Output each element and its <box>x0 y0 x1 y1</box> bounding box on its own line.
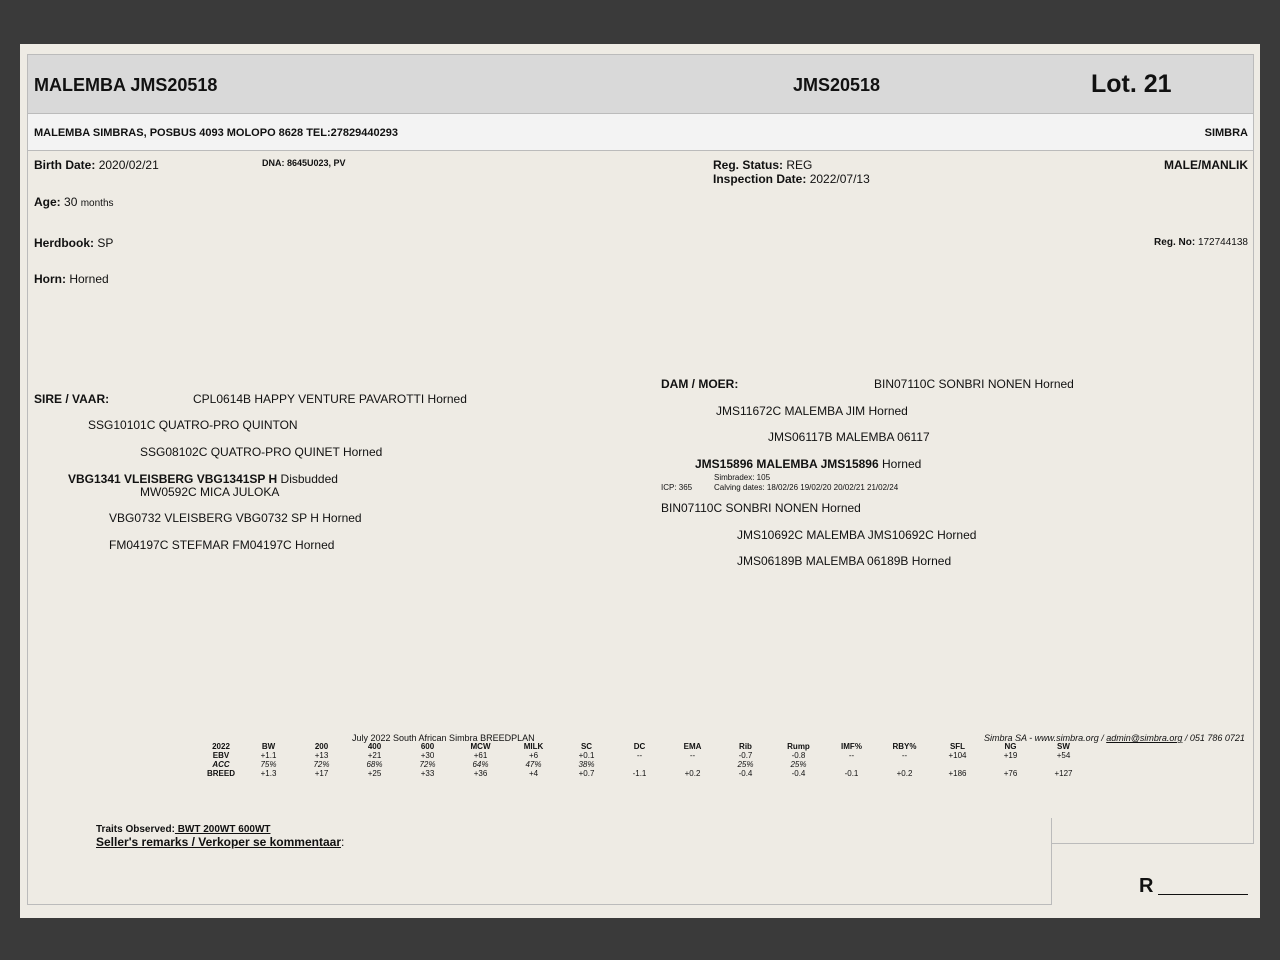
animal-name: MALEMBA JMS20518 <box>34 75 218 95</box>
ebv-cell: +1.1 <box>260 751 277 760</box>
horn <box>34 272 109 286</box>
ebv-cell: +0.2 <box>684 769 701 778</box>
ebv-row-label: EBV <box>212 751 230 760</box>
age-value: 30 <box>64 195 78 209</box>
remarks-colon: : <box>341 835 345 849</box>
sire-name: CPL0614B HAPPY VENTURE PAVAROTTI Horned <box>193 392 467 406</box>
frame-right <box>1253 151 1254 844</box>
sire-dam-dam-sire: VBG0732 VLEISBERG VBG0732 SP H Horned <box>109 511 362 525</box>
ebv-cell: -0.4 <box>738 769 753 778</box>
ebv-cell: +54 <box>1056 751 1071 760</box>
dam-dam-dam: JMS06189B MALEMBA 06189B Horned <box>737 554 952 568</box>
ebv-column-header: NG <box>1004 742 1017 751</box>
ebv-header-row <box>200 742 1090 751</box>
dna-info: DNA: 8645U023, PV <box>262 158 346 168</box>
ebv-column-header: BW <box>261 742 276 751</box>
ebv-cell: -- <box>636 751 643 760</box>
ebv-cell: -- <box>901 751 908 760</box>
ebv-cell: +25 <box>367 769 382 778</box>
ebv-cell: +186 <box>948 769 967 778</box>
breed-name: SIMBRA <box>1204 127 1248 139</box>
ebv-cell: +19 <box>1003 751 1018 760</box>
ebv-column-header: MCW <box>470 742 491 751</box>
frame-left <box>27 151 28 905</box>
ebv-cell: +104 <box>948 751 967 760</box>
dam-main-horn: Horned <box>878 457 922 471</box>
ebv-column-header: MILK <box>523 742 544 751</box>
birth-date-label: Birth Date: <box>34 158 96 172</box>
ebv-cell <box>825 760 878 769</box>
ebv-column-header: IMF% <box>841 742 862 751</box>
birth-date <box>34 158 159 172</box>
lot-number: Lot. 21 <box>1091 70 1172 98</box>
dam-dam-sire: JMS10692C MALEMBA JMS10692C Horned <box>737 528 977 542</box>
ebv-column-header: DC <box>633 742 646 751</box>
sire-dam-name: VBG1341 VLEISBERG VBG1341SP H <box>68 472 278 486</box>
ebv-cell: -0.1 <box>844 769 859 778</box>
ebv-column-header: SFL <box>949 742 966 751</box>
simbradex: Simbradex: 105 <box>714 473 771 482</box>
reg-status <box>713 158 812 172</box>
sire-dam-horn: Disbudded <box>277 472 338 486</box>
ebv-cell <box>984 760 1037 769</box>
dam-label: DAM / MOER: <box>661 377 739 391</box>
ebv-column-header: SC <box>580 742 593 751</box>
ebv-column-header: SW <box>1057 742 1070 751</box>
dam-sire: JMS11672C MALEMBA JIM Horned <box>716 404 908 418</box>
ebv-contact-phone: / 051 786 0721 <box>1182 733 1245 743</box>
ebv-row-label: ACC <box>212 760 230 769</box>
ebv-cell: 72% <box>419 760 436 769</box>
ebv-cell: +0.7 <box>578 769 595 778</box>
ebv-row <box>200 751 1090 760</box>
ebv-cell: +0.1 <box>578 751 595 760</box>
ebv-column-header: 400 <box>367 742 382 751</box>
ebv-cell: -0.8 <box>791 751 806 760</box>
ebv-year: 2022 <box>212 742 230 751</box>
sex: MALE/MANLIK <box>1164 158 1248 172</box>
ebv-cell: -0.7 <box>738 751 753 760</box>
ebv-contact-site: Simbra SA - www.simbra.org / <box>984 733 1107 743</box>
ebv-cell: +30 <box>420 751 435 760</box>
sire-dam <box>68 472 338 486</box>
traits-label: Traits Observed: <box>96 824 175 835</box>
animal-id: JMS20518 <box>793 75 881 95</box>
reg-status-value: REG <box>786 158 813 172</box>
ebv-row <box>200 760 1090 769</box>
inspection-date <box>713 172 870 186</box>
ebv-cell: +33 <box>420 769 435 778</box>
ebv-cell: +0.2 <box>896 769 913 778</box>
ebv-cell: 47% <box>525 760 542 769</box>
ebv-cell: +1.3 <box>260 769 277 778</box>
ebv-column-header: 600 <box>420 742 435 751</box>
ebv-cell: +127 <box>1054 769 1073 778</box>
ebv-column-header: 200 <box>314 742 329 751</box>
seller-remarks <box>96 835 344 849</box>
ebv-cell <box>1037 760 1090 769</box>
dam-name: BIN07110C SONBRI NONEN Horned <box>874 377 1074 391</box>
inspection-label: Inspection Date: <box>713 172 807 186</box>
ebv-cell: 72% <box>313 760 330 769</box>
ebv-cell: +6 <box>528 751 539 760</box>
horn-value: Horned <box>69 272 109 286</box>
ebv-cell: 25% <box>737 760 754 769</box>
price-label: R <box>1139 875 1154 897</box>
ebv-cell <box>613 760 666 769</box>
ebv-cell <box>666 760 719 769</box>
icp: ICP: 365 <box>661 483 693 492</box>
ebv-row <box>200 769 1090 778</box>
ebv-cell <box>878 760 931 769</box>
reg-no-value: 172744138 <box>1197 237 1248 248</box>
horn-label: Horn: <box>34 272 66 286</box>
price-line[interactable] <box>1158 894 1248 895</box>
ebv-cell: 38% <box>578 760 595 769</box>
herdbook-label: Herdbook: <box>34 236 94 250</box>
ebv-row-label: BREED <box>206 769 235 778</box>
dam-dam: BIN07110C SONBRI NONEN Horned <box>661 501 861 515</box>
sire-sire-dam: MW0592C MICA JULOKA <box>140 485 280 499</box>
reg-no <box>1154 237 1248 248</box>
dam-main-name: JMS15896 MALEMBA JMS15896 <box>695 457 879 471</box>
age-unit: months <box>80 198 114 209</box>
frame-bottom <box>27 904 1052 905</box>
dam-main <box>695 457 921 471</box>
ebv-cell: 68% <box>366 760 383 769</box>
ebv-cell: +61 <box>473 751 488 760</box>
remarks-label: Seller's remarks / Verkoper se kommentaar <box>96 835 341 849</box>
sire-label: SIRE / VAAR: <box>34 392 110 406</box>
sire-dam-dam: FM04197C STEFMAR FM04197C Horned <box>109 538 335 552</box>
traits-value: BWT 200WT 600WT <box>174 824 271 835</box>
price-box-left <box>1051 818 1052 905</box>
ebv-column-header: RBY% <box>892 742 917 751</box>
ebv-cell: -1.1 <box>632 769 647 778</box>
sire-sire: SSG10101C QUATRO-PRO QUINTON <box>88 418 298 432</box>
age-label: Age: <box>34 195 61 209</box>
ebv-cell: -- <box>689 751 696 760</box>
ebv-cell <box>931 760 984 769</box>
reg-status-label: Reg. Status: <box>713 158 784 172</box>
inspection-value: 2022/07/13 <box>809 172 870 186</box>
ebv-column-header: Rump <box>787 742 810 751</box>
ebv-contact-email[interactable]: admin@simbra.org <box>1106 733 1183 743</box>
breeder-info: MALEMBA SIMBRAS, POSBUS 4093 MOLOPO 8628 TEL:27829440293 <box>34 127 398 139</box>
ebv-column-header: Rib <box>739 742 752 751</box>
herdbook-value: SP <box>97 236 114 250</box>
calving-dates: Calving dates: 18/02/26 19/02/20 20/02/21 21/02/24 <box>714 483 899 492</box>
ebv-title: July 2022 South African Simbra BREEDPLAN <box>352 733 535 743</box>
birth-date-value: 2020/02/21 <box>98 158 159 172</box>
traits-observed <box>96 824 271 835</box>
ebv-table <box>200 742 1090 778</box>
ebv-cell: 64% <box>472 760 489 769</box>
ebv-cell: +17 <box>314 769 329 778</box>
price-box-top <box>1051 843 1254 844</box>
ebv-cell: +36 <box>473 769 488 778</box>
sire-sire-sire: SSG08102C QUATRO-PRO QUINET Horned <box>140 445 383 459</box>
herdbook <box>34 236 113 250</box>
reg-no-label: Reg. No: <box>1154 237 1196 248</box>
ebv-cell: -- <box>848 751 855 760</box>
ebv-cell: +76 <box>1003 769 1018 778</box>
ebv-column-header: EMA <box>683 742 702 751</box>
ebv-cell: 25% <box>790 760 807 769</box>
dam-sire-sire: JMS06117B MALEMBA 06117 <box>768 430 930 444</box>
ebv-cell: +21 <box>367 751 382 760</box>
ebv-cell: -0.4 <box>791 769 806 778</box>
ebv-cell: 75% <box>260 760 277 769</box>
ebv-cell: +4 <box>528 769 539 778</box>
age <box>34 195 114 209</box>
ebv-cell: +13 <box>314 751 329 760</box>
